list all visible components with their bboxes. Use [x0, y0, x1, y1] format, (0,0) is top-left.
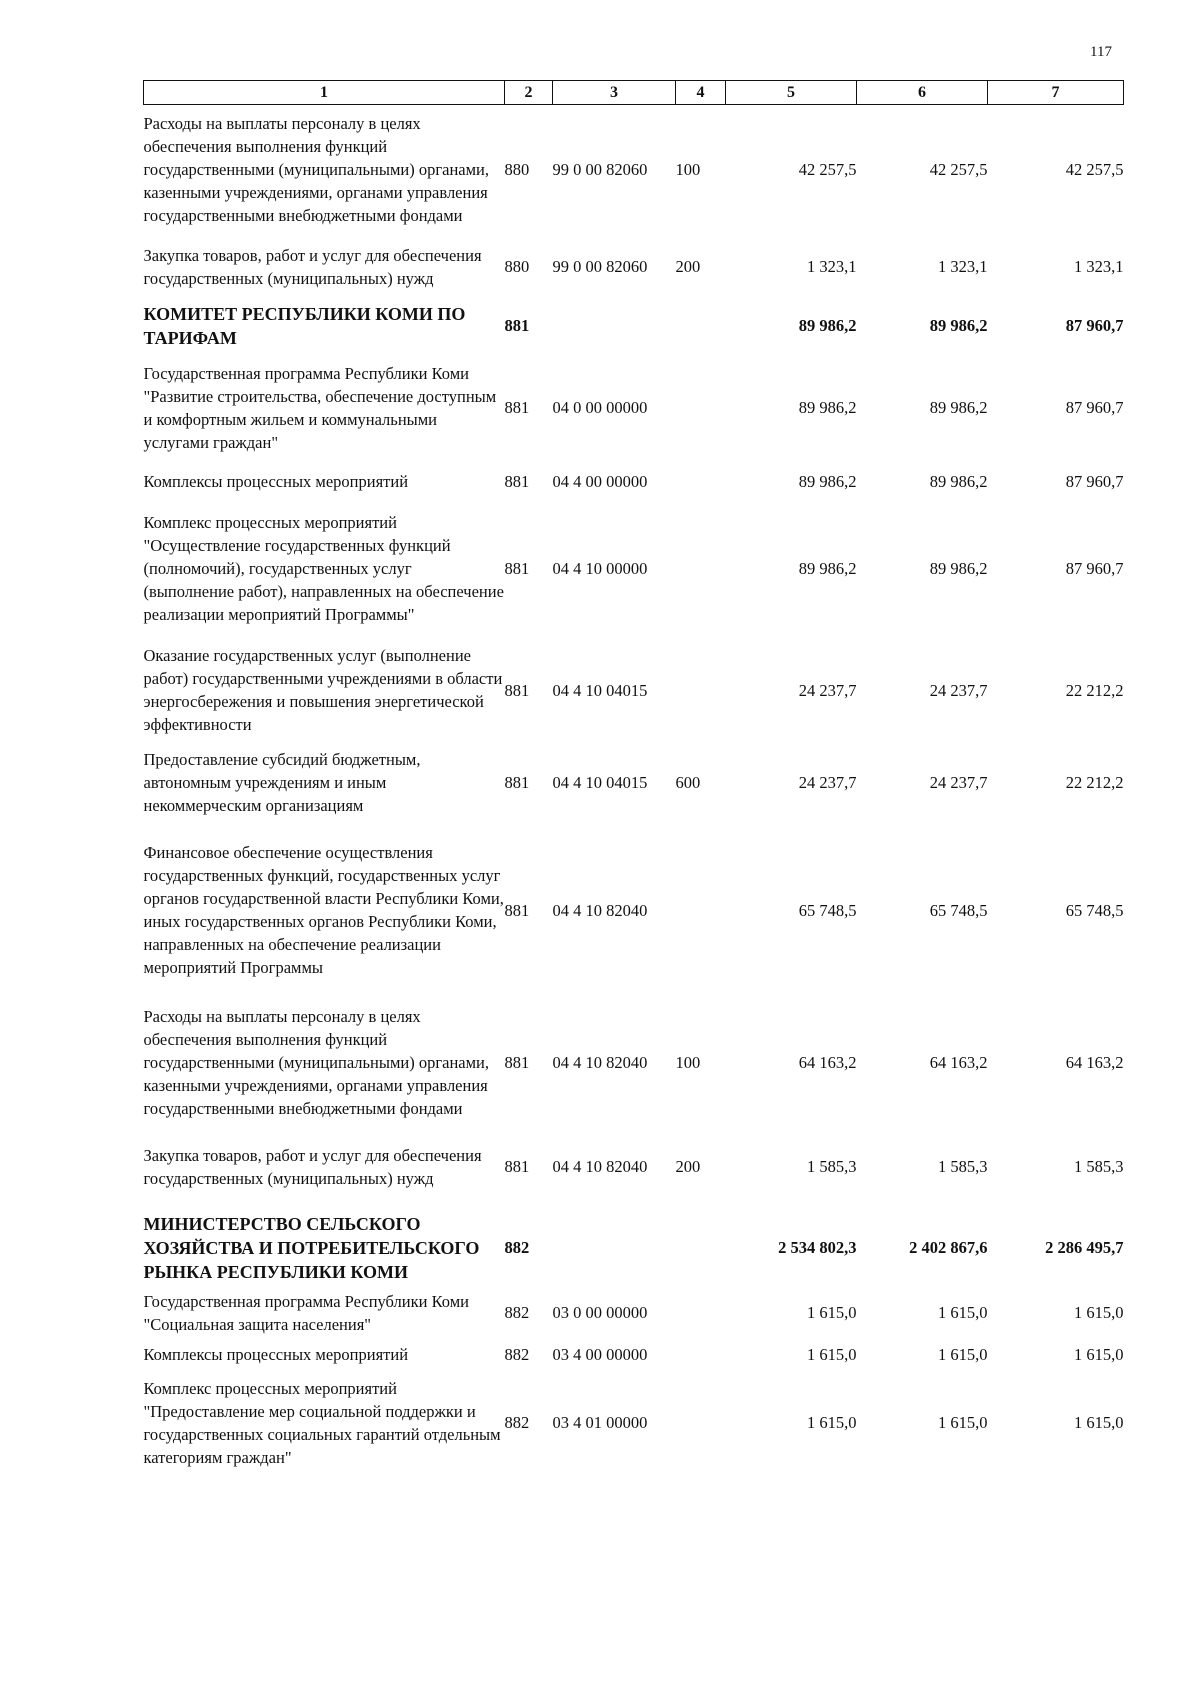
row-code: 882	[504, 1413, 530, 1432]
row-value-7: 87 960,7	[1065, 316, 1124, 335]
row-target-article: 03 4 00 00000	[552, 1345, 648, 1364]
budget-table	[143, 80, 1124, 1473]
row-value-7: 42 257,5	[1065, 159, 1124, 179]
row-expense-type	[676, 1337, 726, 1373]
row-name: Финансовое обеспечение осуществления государственных функций, государственных услуг органов государственной власти Республики Коми, иных государственных органов Республики Коми, направленных на обеспечение реализации мероприятий Программы	[143, 843, 504, 977]
row-name: Оказание государственных услуг (выполнение работ) государственными учреждениями в области энергосбережения и повышения энергетической эффективности	[143, 646, 503, 734]
row-value-7: 2 286 495,7	[1045, 1238, 1124, 1257]
row-value-5: 24 237,7	[798, 680, 857, 700]
row-value-6: 42 257,5	[929, 159, 988, 179]
header-col-4: 4	[676, 81, 726, 105]
row-code: 881	[504, 773, 530, 792]
table-row	[144, 300, 1124, 352]
row-value-6: 64 163,2	[929, 1052, 988, 1072]
row-code: 881	[504, 398, 530, 417]
table-row	[144, 234, 1124, 300]
row-code: 881	[504, 316, 530, 335]
row-name: МИНИСТЕРСТВО СЕЛЬСКОГО ХОЗЯЙСТВА И ПОТРЕБИТЕЛЬСКОГО РЫНКА РЕСПУБЛИКИ КОМИ	[143, 1213, 480, 1282]
row-value-7: 87 960,7	[1065, 559, 1124, 578]
row-name: Комплексы процессных мероприятий	[143, 472, 409, 491]
row-target-article	[553, 300, 676, 352]
row-value-6: 89 986,2	[929, 316, 988, 335]
row-expense-type	[676, 638, 726, 743]
row-name: КОМИТЕТ РЕСПУБЛИКИ КОМИ ПО ТАРИФАМ	[143, 303, 466, 348]
row-name: Расходы на выплаты персоналу в целях обеспечения выполнения функций государственными (муниципальными) органами, казенными учреждениями, органами управления государственными внебюджетными фондами	[143, 113, 490, 225]
row-target-article: 04 4 10 04015	[552, 680, 648, 700]
row-target-article: 04 4 10 00000	[552, 559, 648, 578]
row-value-7: 87 960,7	[1065, 398, 1124, 417]
header-col-2: 2	[505, 81, 553, 105]
row-value-6: 1 323,1	[938, 257, 988, 276]
row-value-5: 64 163,2	[798, 1052, 857, 1072]
row-code: 880	[504, 159, 530, 179]
row-value-5: 42 257,5	[798, 159, 857, 179]
row-expense-type	[676, 464, 726, 500]
table-row	[144, 352, 1124, 464]
row-expense-type: 100	[675, 1052, 701, 1072]
table-row	[144, 1127, 1124, 1207]
table-row	[144, 500, 1124, 638]
table-row	[144, 998, 1124, 1127]
table-row	[144, 638, 1124, 743]
row-value-5: 89 986,2	[798, 398, 857, 417]
row-expense-type: 600	[675, 773, 701, 792]
row-target-article: 04 4 10 82040	[552, 1052, 648, 1072]
row-value-7: 1 615,0	[1074, 1413, 1124, 1432]
table-row	[144, 1289, 1124, 1337]
row-code: 881	[504, 1157, 530, 1176]
row-code: 882	[504, 1345, 530, 1364]
header-col-1: 1	[144, 81, 505, 105]
table-row	[144, 105, 1124, 234]
row-name: Закупка товаров, работ и услуг для обеспечения государственных (муниципальных) нужд	[143, 245, 482, 288]
header-col-7: 7	[988, 81, 1124, 105]
row-value-5: 24 237,7	[798, 773, 857, 792]
row-expense-type	[676, 1207, 726, 1289]
row-value-7: 1 585,3	[1074, 1157, 1124, 1176]
row-value-6: 89 986,2	[929, 398, 988, 417]
row-name: Комплексы процессных мероприятий	[143, 1345, 409, 1364]
table-row	[144, 1373, 1124, 1473]
header-col-3: 3	[553, 81, 676, 105]
row-target-article: 04 4 10 04015	[552, 773, 648, 792]
row-name: Государственная программа Республики Коми "Социальная защита населения"	[143, 1291, 469, 1334]
table-row	[144, 823, 1124, 998]
row-value-6: 24 237,7	[929, 680, 988, 700]
row-value-5: 1 323,1	[807, 257, 857, 276]
row-value-5: 1 615,0	[807, 1303, 857, 1322]
row-expense-type	[676, 500, 726, 638]
row-target-article: 04 4 10 82040	[552, 1157, 648, 1176]
row-value-7: 65 748,5	[1065, 900, 1124, 920]
row-expense-type	[676, 1373, 726, 1473]
row-code: 882	[504, 1303, 530, 1322]
row-code: 881	[504, 1052, 530, 1072]
table-row	[144, 743, 1124, 823]
row-value-6: 1 615,0	[938, 1413, 988, 1432]
row-value-6: 89 986,2	[929, 559, 988, 578]
row-expense-type: 100	[675, 159, 701, 179]
row-code: 881	[504, 472, 530, 491]
row-expense-type	[676, 1289, 726, 1337]
row-value-7: 1 323,1	[1074, 257, 1124, 276]
row-code: 881	[504, 900, 530, 920]
row-value-7: 1 615,0	[1074, 1303, 1124, 1322]
row-name: Расходы на выплаты персоналу в целях обеспечения выполнения функций государственными (муниципальными) органами, казенными учреждениями, органами управления государственными внебюджетными фондами	[143, 1006, 490, 1118]
row-target-article	[553, 1207, 676, 1289]
table-row	[144, 1337, 1124, 1373]
row-value-6: 1 615,0	[938, 1303, 988, 1322]
row-value-5: 89 986,2	[798, 472, 857, 491]
row-expense-type	[676, 352, 726, 464]
header-col-5: 5	[726, 81, 857, 105]
table-row	[144, 1207, 1124, 1289]
row-value-5: 65 748,5	[798, 900, 857, 920]
row-target-article: 04 4 10 82040	[552, 900, 648, 920]
row-value-6: 89 986,2	[929, 472, 988, 491]
row-name: Закупка товаров, работ и услуг для обеспечения государственных (муниципальных) нужд	[143, 1145, 482, 1188]
row-code: 881	[504, 680, 530, 700]
row-value-5: 1 585,3	[807, 1157, 857, 1176]
row-code: 881	[504, 559, 530, 578]
table-row	[144, 464, 1124, 500]
row-name: Комплекс процессных мероприятий "Предоставление мер социальной поддержки и государственных социальных гарантий отдельным категориям граждан"	[143, 1378, 501, 1467]
row-name: Комплекс процессных мероприятий "Осуществление государственных функций (полномочий), государственных услуг (выполнение работ), направленных на обеспечение реализации мероприятий Программы"	[143, 513, 504, 624]
page-number: 117	[1090, 44, 1112, 60]
row-expense-type	[676, 300, 726, 352]
row-value-7: 22 212,2	[1065, 773, 1124, 792]
row-value-7: 1 615,0	[1074, 1345, 1124, 1364]
table-header-row	[144, 81, 1124, 105]
header-col-6: 6	[857, 81, 988, 105]
row-expense-type: 200	[675, 1157, 701, 1176]
row-target-article: 04 0 00 00000	[552, 398, 648, 417]
row-value-7: 64 163,2	[1065, 1052, 1124, 1072]
row-target-article: 99 0 00 82060	[552, 159, 648, 179]
row-target-article: 99 0 00 82060	[552, 257, 648, 276]
row-code: 882	[504, 1238, 530, 1257]
row-code: 880	[504, 257, 530, 276]
row-value-5: 2 534 802,3	[778, 1238, 857, 1257]
row-value-6: 24 237,7	[929, 773, 988, 792]
row-value-6: 65 748,5	[929, 900, 988, 920]
row-expense-type	[676, 823, 726, 998]
row-name: Государственная программа Республики Коми "Развитие строительства, обеспечение доступным и комфортным жильем и коммунальными услугами граждан"	[143, 363, 497, 452]
row-value-5: 89 986,2	[798, 559, 857, 578]
row-value-5: 89 986,2	[798, 316, 857, 335]
row-value-6: 1 615,0	[938, 1345, 988, 1364]
row-value-6: 1 585,3	[938, 1157, 988, 1176]
row-value-5: 1 615,0	[807, 1413, 857, 1432]
budget-table-container	[143, 80, 1123, 1473]
row-target-article: 03 4 01 00000	[552, 1413, 648, 1432]
row-target-article: 04 4 00 00000	[552, 472, 648, 491]
row-value-7: 87 960,7	[1065, 472, 1124, 491]
row-target-article: 03 0 00 00000	[552, 1303, 648, 1322]
row-value-5: 1 615,0	[807, 1345, 857, 1364]
row-value-7: 22 212,2	[1065, 680, 1124, 700]
row-expense-type: 200	[675, 257, 701, 276]
row-value-6: 2 402 867,6	[909, 1238, 988, 1257]
row-name: Предоставление субсидий бюджетным, автономным учреждениям и иным некоммерческим организациям	[143, 750, 421, 815]
